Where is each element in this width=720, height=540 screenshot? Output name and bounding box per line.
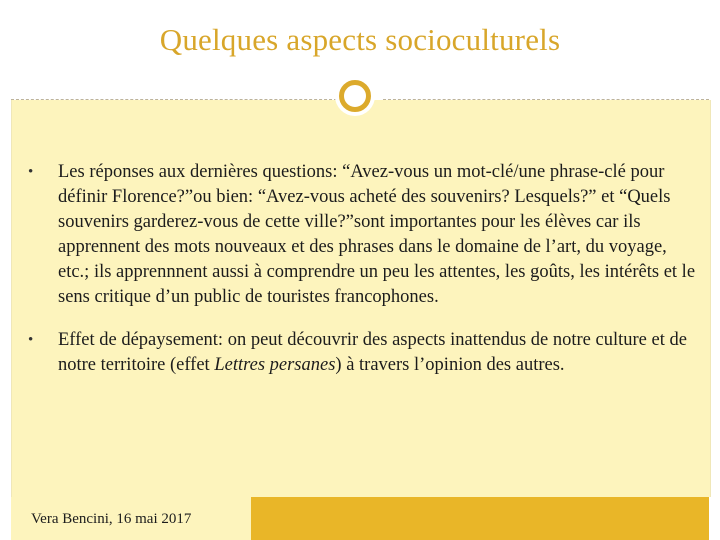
footer-bar bbox=[11, 497, 709, 540]
bullet-item bbox=[28, 160, 696, 310]
bullet-text: Les réponses aux dernières questions: “Avez-vous un mot-clé/une phrase-clé pour définir Florence?”ou bien: “Avez-vous acheté des souvenirs? Lesquels?” et “Quels souvenirs garderez-vous de cette ville?”sont importantes pour les élèves car ils apprennent des mots nouveaux et des phrases dans le domaine de l’art, du voyage, etc.; ils apprennnent aussi à comprendre un peu les attentes, les goûts, les intérêts et le sens critique d’un public de touristes francophones. bbox=[58, 162, 696, 307]
footer-box bbox=[11, 497, 251, 540]
bullet-icon: • bbox=[28, 164, 34, 180]
bullet-text-before: Effet de dépaysement: on peut découvrir des aspects inattendus de notre culture et de notre territoire (effet bbox=[58, 330, 687, 375]
bullet-text-after: ) à travers l’opinion des autres. bbox=[335, 355, 565, 375]
footer-text: Vera Bencini, 16 mai 2017 bbox=[31, 511, 192, 527]
slide-title: Quelques aspects socioculturels bbox=[159, 22, 561, 57]
bullet-item bbox=[28, 328, 696, 378]
ring-ornament-icon bbox=[339, 80, 371, 112]
bullet-icon: • bbox=[28, 332, 34, 348]
bullet-list bbox=[28, 160, 696, 396]
title-divider-right bbox=[383, 99, 709, 100]
title-divider-left bbox=[11, 99, 337, 100]
bullet-text-italic: Lettres persanes bbox=[214, 355, 336, 375]
